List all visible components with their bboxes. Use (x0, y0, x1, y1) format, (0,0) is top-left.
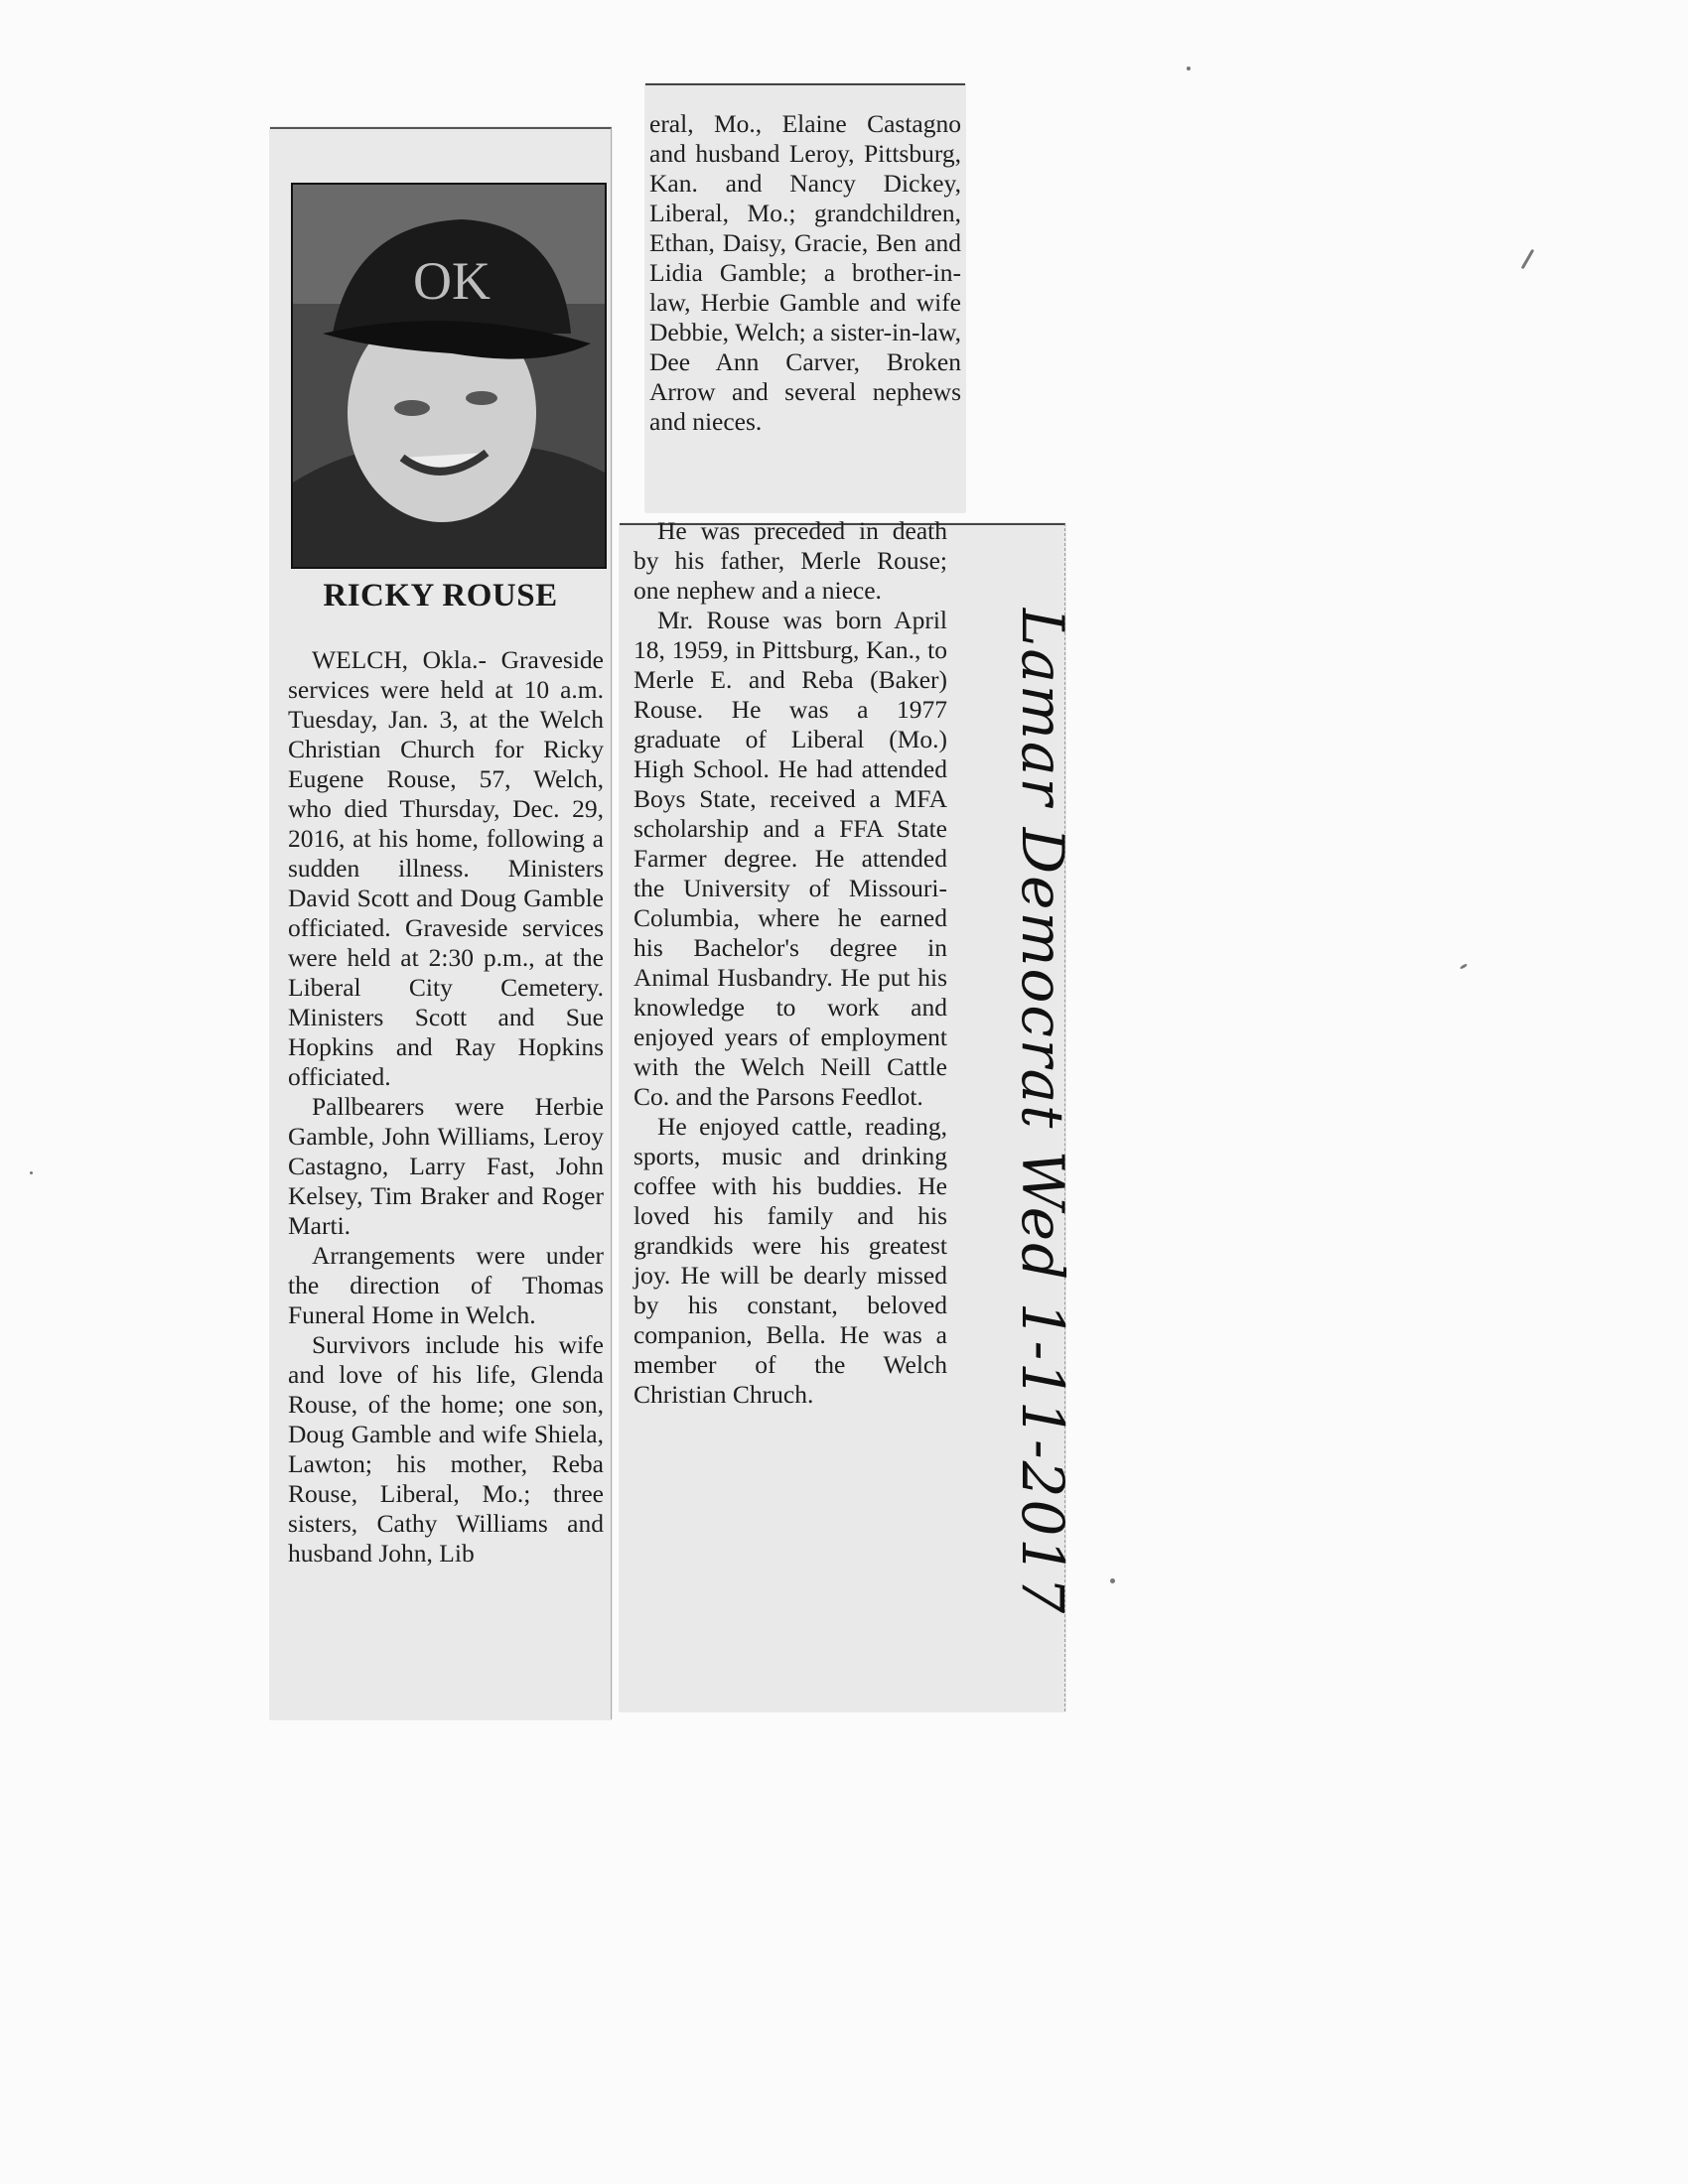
scan-speck (1110, 1578, 1115, 1583)
scan-speck (1187, 67, 1191, 70)
paragraph: Mr. Rouse was born April 18, 1959, in Pittsburg, Kan., to Merle E. and Reba (Baker) Rouse. He was a 1977 graduate of Liberal (Mo.) High School. He had attended Boys State, received a MFA scholarship and a FFA State Farmer degree. He attended the University of Missouri-Columbia, where he earned his Bachelor's degree in Animal Husbandry. He put his knowledge to work and enjoyed years of employment with the Welch Neill Cattle Co. and the Parsons Feedlot. (633, 606, 947, 1111)
handwritten-source-note: Lamar Democrat Wed 1-11-2017 (1009, 608, 1076, 1616)
scan-speck (1460, 963, 1468, 970)
top-right-column (649, 109, 961, 437)
obituary-headline: RICKY ROUSE (323, 578, 558, 614)
paragraph: Arrangements were under the direction of Thomas Funeral Home in Welch. (288, 1241, 604, 1329)
scan-speck (30, 1171, 33, 1174)
paragraph: Survivors include his wife and love of his life, Glenda Rouse, of the home; one son, Doug Gamble and wife Shiela, Lawton; his mother, Reba Rouse, Liberal, Mo.; three sisters, Cathy Williams and husband John, Lib (288, 1330, 604, 1568)
paragraph: Pallbearers were Herbie Gamble, John Williams, Leroy Castagno, Larry Fast, John Kelsey, Tim Braker and Roger Marti. (288, 1092, 604, 1240)
cap-logo-text: OK (413, 251, 491, 311)
paragraph: WELCH, Okla.- Graveside services were held at 10 a.m. Tuesday, Jan. 3, at the Welch Christian Church for Ricky Eugene Rouse, 57, Welch, who died Thursday, Dec. 29, 2016, at his home, following a sudden illness. Ministers David Scott and Doug Gamble officiated. Graveside services were held at 2:30 p.m., at the Liberal City Cemetery. Ministers Scott and Sue Hopkins and Ray Hopkins officiated. (288, 645, 604, 1091)
paragraph: He was preceded in death by his father, Merle Rouse; one nephew and a niece. (633, 516, 947, 605)
left-column (288, 645, 604, 1569)
paragraph: He enjoyed cattle, reading, sports, music and drinking coffee with his buddies. He loved his family and his grandkids were his greatest joy. He will be dearly missed by his constant, beloved companion, Bella. He was a member of the Welch Christian Chruch. (633, 1112, 947, 1409)
paragraph: eral, Mo., Elaine Castagno and husband Leroy, Pittsburg, Kan. and Nancy Dickey, Liberal, Mo.; grandchildren, Ethan, Daisy, Gracie, Ben and Lidia Gamble; a brother-in-law, Herbie Gamble and wife Debbie, Welch; a sister-in-law, Dee Ann Carver, Broken Arrow and several nephews and nieces. (649, 109, 961, 436)
scan-speck (1521, 249, 1535, 270)
portrait-photo (291, 183, 607, 569)
right-column (633, 516, 947, 1410)
